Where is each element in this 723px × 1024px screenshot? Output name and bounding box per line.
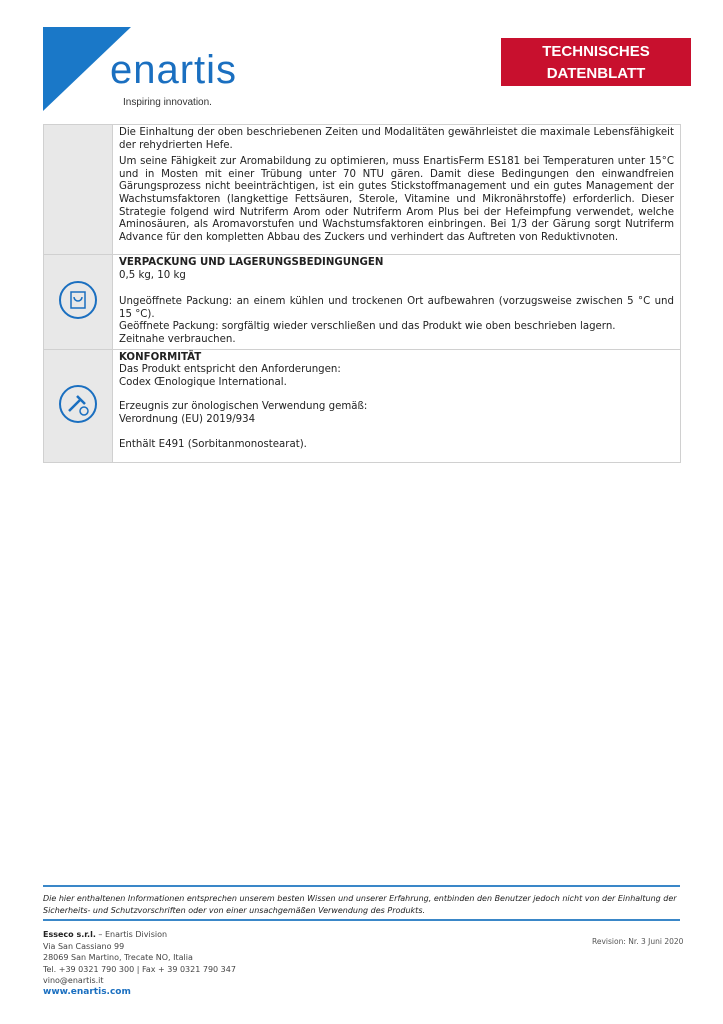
- city: 28069 San Martino, Trecate NO, Italia: [43, 953, 193, 962]
- street: Via San Cassiano 99: [43, 941, 125, 951]
- website-link[interactable]: www.enartis.com: [43, 987, 131, 997]
- packaging-icon: [59, 281, 97, 319]
- divider: [43, 919, 680, 921]
- text-line: Erzeugnis zur önologischen Verwendung gemäß:: [119, 401, 368, 413]
- division: – Enartis Division: [95, 930, 168, 939]
- divider: [43, 885, 680, 887]
- tagline: Inspiring innovation.: [123, 97, 212, 108]
- text-line: Enthält E491 (Sorbitanmonostearat).: [119, 438, 307, 450]
- text-line: Verordnung (EU) 2019/934: [119, 413, 256, 425]
- phone: Tel. +39 0321 790 300 | Fax + 39 0321 790 347: [43, 964, 236, 974]
- company-name: Esseco s.r.l.: [43, 930, 96, 939]
- badge-line1: TECHNISCHES: [542, 43, 650, 60]
- email-link[interactable]: vino@enartis.it: [43, 976, 104, 985]
- section-heading: KONFORMITÄT: [119, 351, 202, 363]
- paragraph: Um seine Fähigkeit zur Aromabildung zu optimieren, muss EnartisFerm ES181 bei Temperaturen unter 15°C und in Mosten mit einer Trübung unter 70 NTU gären. Damit diese Bedingungen den einwandfreien Gärungsprozess nicht beeinträchtigen, ist ein gutes Stickstoffmanagement und ein gutes Management der Wachstumsfaktoren (langkettige Fettsäuren, Sterole, Vitamine und Mikronährstoffe) erforderlich. Dieser Strategie folgend wird Nutriferm Arom oder Nutriferm Arom Plus bei der Hefeimpfung verwendet, welche Aminosäuren, als Aromavorstufen und Wachstumsfaktoren einbringen. Bei 1/3 der Gärung sorgt Nutriferm Advance für den kompletten Abbau des Zuckers und verhindert das Auftreten von Reduktivnoten.: [119, 156, 674, 243]
- revision: Revision: Nr. 3 Juni 2020: [592, 937, 684, 946]
- unopened-text: Ungeöffnete Packung: an einem kühlen und trockenen Ort aufbewahren (vorzugsweise zwischen 5 °C und 15 °C).: [119, 296, 674, 320]
- opened-text: Geöffnete Packung: sorgfältig wieder verschließen und das Produkt wie oben beschrieben lagern.: [119, 321, 616, 333]
- table-row: [44, 125, 681, 255]
- table-row: [44, 349, 681, 462]
- table-row: [44, 255, 681, 350]
- paragraph: Die Einhaltung der oben beschriebenen Zeiten und Modalitäten gewährleistet die maximale Lebensfähigkeit der rehydrierten Hefe.: [119, 127, 674, 151]
- content-table: [43, 124, 681, 463]
- badge-line2: DATENBLATT: [546, 65, 646, 82]
- gavel-icon: [59, 385, 97, 423]
- use-text: Zeitnahe verbrauchen.: [119, 333, 236, 345]
- text-line: Codex Œnologique International.: [119, 376, 287, 388]
- company-address: [43, 929, 236, 987]
- row-icon-cell: [44, 125, 113, 255]
- package-sizes: 0,5 kg, 10 kg: [119, 269, 186, 281]
- logo: enartis: [110, 48, 238, 92]
- text-line: Das Produkt entspricht den Anforderungen:: [119, 364, 341, 376]
- section-heading: VERPACKUNG UND LAGERUNGSBEDINGUNGEN: [119, 257, 384, 268]
- doc-type-badge: [501, 38, 691, 86]
- disclaimer: Die hier enthaltenen Informationen entsprechen unserem besten Wissen und unserer Erfahrung, entbinden den Benutzer jedoch nicht von der Einhaltung der Sicherheits- und Schutzvorschriften oder von einer unsachgemäßen Verwendung des Produkts.: [43, 894, 677, 915]
